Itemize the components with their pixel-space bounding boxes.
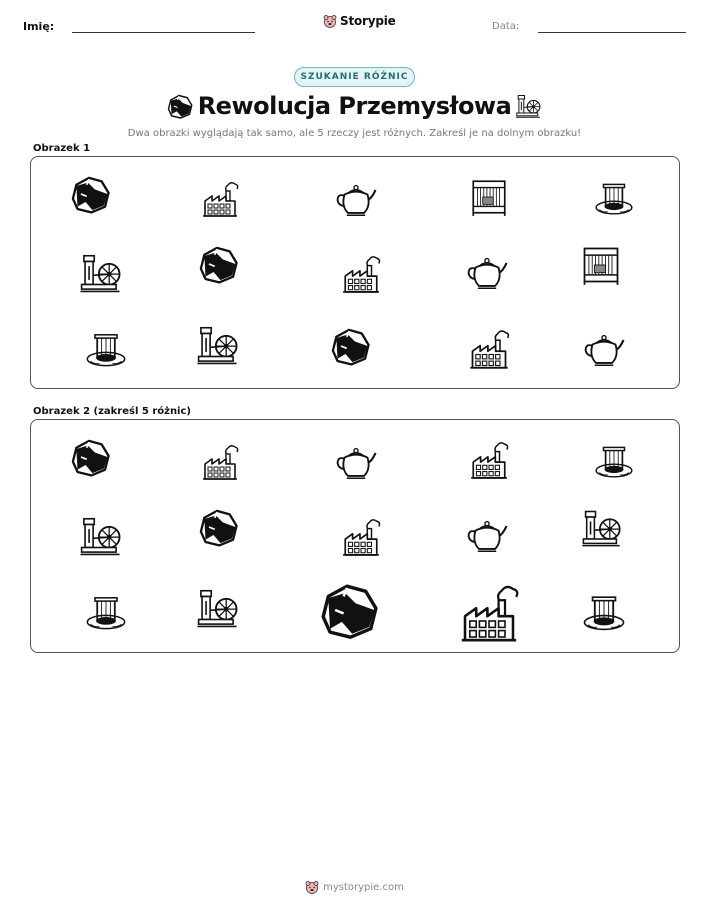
water-wheel-engine-icon[interactable]	[194, 585, 240, 631]
title-water-wheel-engine-icon	[513, 92, 543, 120]
factory-icon	[467, 327, 511, 371]
mine-shaft-icon[interactable]	[593, 439, 635, 481]
factory-icon[interactable]	[340, 516, 382, 558]
brand-name: Storypie	[340, 14, 396, 28]
name-label: Imię:	[23, 20, 55, 33]
instructions: Dwa obrazki wyglądają tak samo, ale 5 rzeczy jest różnych. Zakreśl je na dolnym obrazku!	[127, 128, 582, 139]
teapot-icon	[581, 325, 627, 371]
picture2-label: Obrazek 2 (zakreśl 5 różnic)	[33, 406, 191, 417]
footer-url[interactable]: mystorypie.com	[323, 881, 404, 893]
teapot-icon[interactable]	[464, 511, 510, 557]
factory-icon[interactable]	[468, 439, 510, 481]
date-label: Data:	[492, 21, 520, 32]
name-line[interactable]	[72, 32, 255, 33]
water-wheel-engine-icon[interactable]	[579, 506, 623, 550]
teapot-icon	[464, 248, 510, 294]
loom-icon	[468, 176, 510, 218]
factory-icon	[340, 253, 382, 295]
coal-icon	[66, 171, 112, 217]
water-wheel-engine-icon	[77, 250, 123, 296]
picture1-label: Obrazek 1	[33, 143, 91, 154]
factory-icon	[200, 179, 240, 219]
coal-icon[interactable]	[66, 434, 112, 480]
picture2-panel[interactable]	[30, 419, 680, 653]
factory-icon[interactable]	[200, 442, 240, 482]
mine-shaft-icon[interactable]	[84, 589, 128, 633]
date-line[interactable]	[538, 32, 686, 33]
teapot-icon[interactable]	[333, 438, 379, 484]
coal-icon[interactable]	[313, 576, 381, 644]
footer	[0, 880, 709, 894]
storypie-mascot-icon	[323, 14, 337, 28]
picture1-panel	[30, 156, 680, 389]
coal-icon[interactable]	[194, 504, 240, 550]
water-wheel-engine-icon	[194, 322, 240, 368]
activity-badge: SZUKANIE RÓŻNIC	[294, 67, 415, 87]
page-title: Rewolucja Przemysłowa	[197, 92, 512, 120]
loom-icon	[579, 243, 623, 287]
storypie-mascot-icon	[305, 880, 319, 894]
coal-icon	[326, 323, 372, 369]
factory-icon[interactable]	[457, 581, 521, 645]
teapot-icon	[333, 175, 379, 221]
mine-shaft-icon	[593, 176, 635, 218]
mine-shaft-icon	[84, 326, 128, 370]
brand-logo	[323, 14, 396, 28]
mine-shaft-icon[interactable]	[581, 588, 627, 634]
coal-icon	[194, 241, 240, 287]
water-wheel-engine-icon[interactable]	[77, 513, 123, 559]
